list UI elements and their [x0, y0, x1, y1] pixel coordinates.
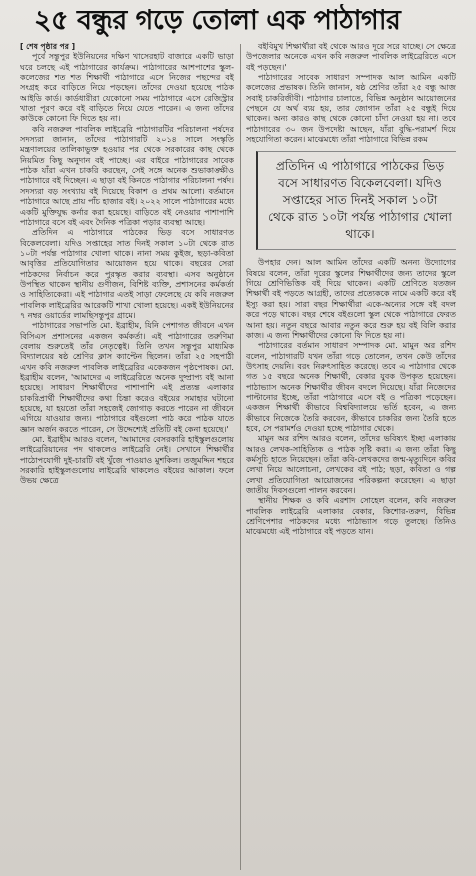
article-paragraph: প্রতিদিন এ পাঠাগারে পাঠকের ভিড় বসে সাধারণত বিকেলবেলা। যদিও সপ্তাহের সাত দিনই সকাল ১০টা থেকে রাত ১০টা পর্যন্ত পাঠাগার খোলা থাকে। নানা সময় কুইজ, ছড়া-কবিতা আবৃত্তির প্রতিযোগিতার আয়োজন হয়ে থাকে। বছরের সেরা পাঠকদের নির্বাচন করে পুরস্কৃত করার ব্যবস্থা। এসব অনুষ্ঠানে উপস্থিত থাকেন স্থানীয় গুণীজন, বিশিষ্ট ব্যক্তি, প্রশাসনের কর্মকর্তা ও সাহিত্যিকেরা। এই পাঠাগার এতই সাড়া ফেলেছে যে কবি নজরুল পাবলিক লাইব্রেরির আরেকটি শাখা খোলা হয়েছে। একই ইউনিয়নের ৭ নম্বর ওয়ার্ডের লামছিসন্তুপুর গ্রামে। [20, 228, 234, 320]
article-paragraph: পাঠাগারের সভাপতি মো. ইব্রাহীম, যিনি পেশাগত জীবনে এখন বিসিএস প্রশাসনের একজন কর্মকর্তা। এই পাঠাগারের তরুণিমা বেলায় শুরুতেই তাঁর নেতৃত্বেই। তিনি তখন সন্তুপুর মাধ্যমিক বিদ্যালয়ের ষষ্ঠ শ্রেণির ক্লাস ক্যাপ্টেন ছিলেন। তাঁরা ২৫ সহপাঠী এখন কবি নজরুল পাবলিক লাইব্রেরির একেকজন পৃষ্ঠপোষক। মো. ইব্রাহীম বলেন, 'আমাদের এ লাইব্রেরিতে অনেক দুষ্প্রাপ্য বই আনা হয়েছে। সাধারণ শিক্ষার্থীদের পাশাপাশি এই প্রত্যন্ত এলাকার চাকরিপ্রার্থী শিক্ষার্থীদের কথা চিন্তা করেও বইয়ের সমাহার ঘটানো হয়েছে, যা হয়তো তাঁরা সহজেই জোগাড় করতে পারেন না জীবনে এগিয়ে যাওয়ার জন্য। পাঠাগারে বইগুলো পাঠ করে পাঠক যাতে জ্ঞান অর্জন করতে পারেন, সে উদ্দেশ্যেই প্রতিটি বই কেনা হয়েছে।' [20, 321, 234, 434]
article-paragraph: উপহার দেন। আল আমিন তাঁদের একটি অনন্য উদ্যোগের বিষয়ে বলেন, তাঁরা দূরের স্কুলের শিক্ষার্থীদের জন্য তাদের স্কুলে গিয়ে শ্রেণিভিত্তিক বই দিয়ে থাকেন। একটি শ্রেণিতে যতজন শিক্ষার্থী বই পড়তে আগ্রহী, তাদের প্রত্যেককে নামে একটি করে বই ইস্যু করা হয়। সারা বছর শিক্ষার্থীরা একে-অন্যের সঙ্গে বই বদল করে পড়ে থাকে। বছর শেষে বইগুলো স্কুল থেকে পাঠাগারে ফেরত আনা হয়। নতুন বছরে আবার নতুন করে শুরু হয় বই বিলি করার কাজ। এ জন্য শিক্ষার্থীদের কোনো ফি দিতে হয় না। [246, 258, 456, 340]
continued-from-label: [ শেষ পৃষ্ঠার পর ] [20, 42, 76, 51]
article-column-right [246, 42, 456, 872]
article-headline: ২৫ বন্ধুর গড়ে তোলা এক পাঠাগার [34, 5, 401, 36]
article-column-left [20, 42, 234, 872]
article-paragraph: কবি নজরুল পাবলিক লাইব্রেরি পাঠাগারটির পরিচালনা পর্ষদের সদস্যরা জানান, তাঁদের পাঠাগারটি ২০১৪ সালে সংস্কৃতি মন্ত্রণালয়ের তালিকাভুক্ত হওয়ার পর থেকে সরকারের কাছ থেকে নিয়মিত কিছু অনুদান বই পাচ্ছে। এর বাইরে পাঠাগারের সাবেক পাঠক যাঁরা এখন চাকরি করছেন, সেই সঙ্গে অনেক শুভাকাঙ্ক্ষীও পাঠাগারে বই দিচ্ছেন। এ ছাড়া বই কিনতে পাঠাগার পরিচালনা পর্ষদ। সদস্যরা বড় সংখ্যায় বই দিয়েছে বিকাশ ও প্রথম আলো। বর্তমানে পাঠাগারে আছে প্রায় পাঁচ হাজার বই। ২০২২ সালে পাঠাগারের মধ্যে একটি মুক্তিযুদ্ধ কর্নার করা হয়েছে। বাড়িতে বই নেওয়ার পাশাপাশি পাঠাগারে বসে বই এবং দৈনিক পত্রিকা পড়ার ব্যবস্থা আছে। [20, 124, 234, 227]
article-paragraph: পাঠাগারের বর্তমান সাধারণ সম্পাদক মো. মামুন অর রশিদ বলেন, পাঠাগারটি যখন তাঁরা গড়ে তোলেন, তখন কেউ তাঁদের উৎসাহ দেয়নি। বরং নিরুৎসাহিত করেছে। তবে এ পাঠাগার থেকে গত ১৫ বছরে অনেক শিক্ষার্থী, বেকার যুবক উপকৃত হয়েছেন। পাঠাভ্যাস অনেক শিক্ষার্থীর জীবন বদলে দিয়েছে। যাঁরা নিজেদের পাল্টানোর ইচ্ছে, তাঁরা পাঠাগারে এসে বই ও পত্রিকা পড়েছেন। একজন শিক্ষার্থী কীভাবে বিশ্ববিদ্যালয়ে ভর্তি হবেন, এ জন্য কীভাবে নিজেকে তৈরি করবেন, কীভাবে চাকরির জন্য তৈরি হতে হবে, সে পরামর্শও দেওয়া হচ্ছে পাঠাগার থেকে। [246, 341, 456, 433]
article-paragraph: বইবিমুখ শিক্ষার্থীরা বই থেকে আরও দূরে সরে যাচ্ছে। সে ক্ষেত্রে উপজেলার অনেকে এখন কবি নজরুল পাবলিক লাইব্রেরিতে এসে বই পড়ছেন।' [246, 42, 456, 72]
article-paragraph: মো. ইব্রাহীম আরও বলেন, 'আমাদের বেসরকারি হাইস্কুলগুলোয় লাইব্রেরিয়ানের পদ থাকলেও লাইব্রেরি নেই। সেখানে শিক্ষার্থীর পাঠোপযোগী দুই-চারটি বই খুঁজে পাওয়াও মুশকিল। তজুমদ্দিন শহরে সরকারি হাইস্কুলগুলোয় লাইব্রেরি থাকলেও বইয়ের আকাল। ফলে উভয় ক্ষেত্রে [20, 435, 234, 486]
column-divider [240, 44, 241, 870]
article-paragraph: পূর্বে সন্তুপুর ইউনিয়নের দক্ষিণ খাসেরহাট বাজারে একটি ভাড়া ঘরে চলছে এই পাঠাগারের কার্যক্রম। পাঠাগারের আশপাশের স্কুল-কলেজের শত শত শিক্ষার্থী পাঠাগারে এসে নিজের পছন্দের বই সংগ্রহ করে বাড়িতে নিয়ে পড়ছেন। তাঁদের দেওয়া হয়েছে পাঠক আইডি কার্ড। কার্ডধারীরা যেকোনো সময় পাঠাগারে এসে রেজিস্ট্রার খাতা পূরণ করে বই বাড়িতে নিয়ে যেতে পারেন। এ জন্য তাঁদের কাউকে কোনো ফি দিতে হয় না। [20, 52, 234, 124]
pull-quote: প্রতিদিন এ পাঠাগারে পাঠকের ভিড় বসে সাধারণত বিকেলবেলা। যদিও সপ্তাহের সাত দিনই সকাল ১০টা থেকে রাত ১০টা পর্যন্ত পাঠাগার খোলা থাকে। [256, 151, 456, 250]
article-paragraph: স্থানীয় শিক্ষক ও কবি এরশাদ সোহেল বলেন, কবি নজরুল পাবলিক লাইব্রেরি এলাকার বেকার, কিশোর-তরুণ, বিভিন্ন শ্রেণিপেশার পাঠকদের মধ্যে পাঠাভ্যাস গড়ে তুলছে। তিনিও মাঝেমধ্যে এই পাঠাগারে বই পড়তে যান। [246, 496, 456, 537]
article-paragraph: পাঠাগারের সাবেক সাধারণ সম্পাদক আল আমিন একটি কলেজের প্রভাষক। তিনি জানান, ষষ্ঠ শ্রেণির তাঁরা ২৫ বন্ধু আজ সবাই চাকরিজীবী। পাঠাগার চালাতে, বিভিন্ন অনুষ্ঠান আয়োজনের পেছনে যে অর্থ ব্যয় হয়, তার জোগান তাঁরা ২৫ বন্ধুই দিয়ে থাকেন। অন্য কারও কাছ থেকে কোনো চাঁদা নেওয়া হয় না। তবে পাঠাগারের ৩০ জন উপদেষ্টা আছেন, যাঁরা বুদ্ধি-পরামর্শ দিয়ে সহযোগিতা করেন। মাঝেমধ্যে তাঁরা পাঠাগারে বিভিন্ন রকম [246, 73, 456, 145]
article-paragraph: মামুন অর রশিদ আরও বলেন, তাঁদের ভবিষ্যৎ ইচ্ছা এলাকায় আরও লেখক-সাহিত্যিক ও পাঠক সৃষ্টি করা। এ জন্য তাঁরা কিছু কর্মসূচি হাতে নিয়েছেন। তাঁরা কবি-লেখকদের জন্ম-মৃত্যুদিনে কবির লেখা নিয়ে আলোচনা, লেখকের বই পাঠ; ছড়া, কবিতা ও গল্প লেখা প্রতিযোগিতা আয়োজনের পরিকল্পনা করেছেন। এ ছাড়া জাতীয় দিবসগুলো পালন করবেন। [246, 434, 456, 495]
